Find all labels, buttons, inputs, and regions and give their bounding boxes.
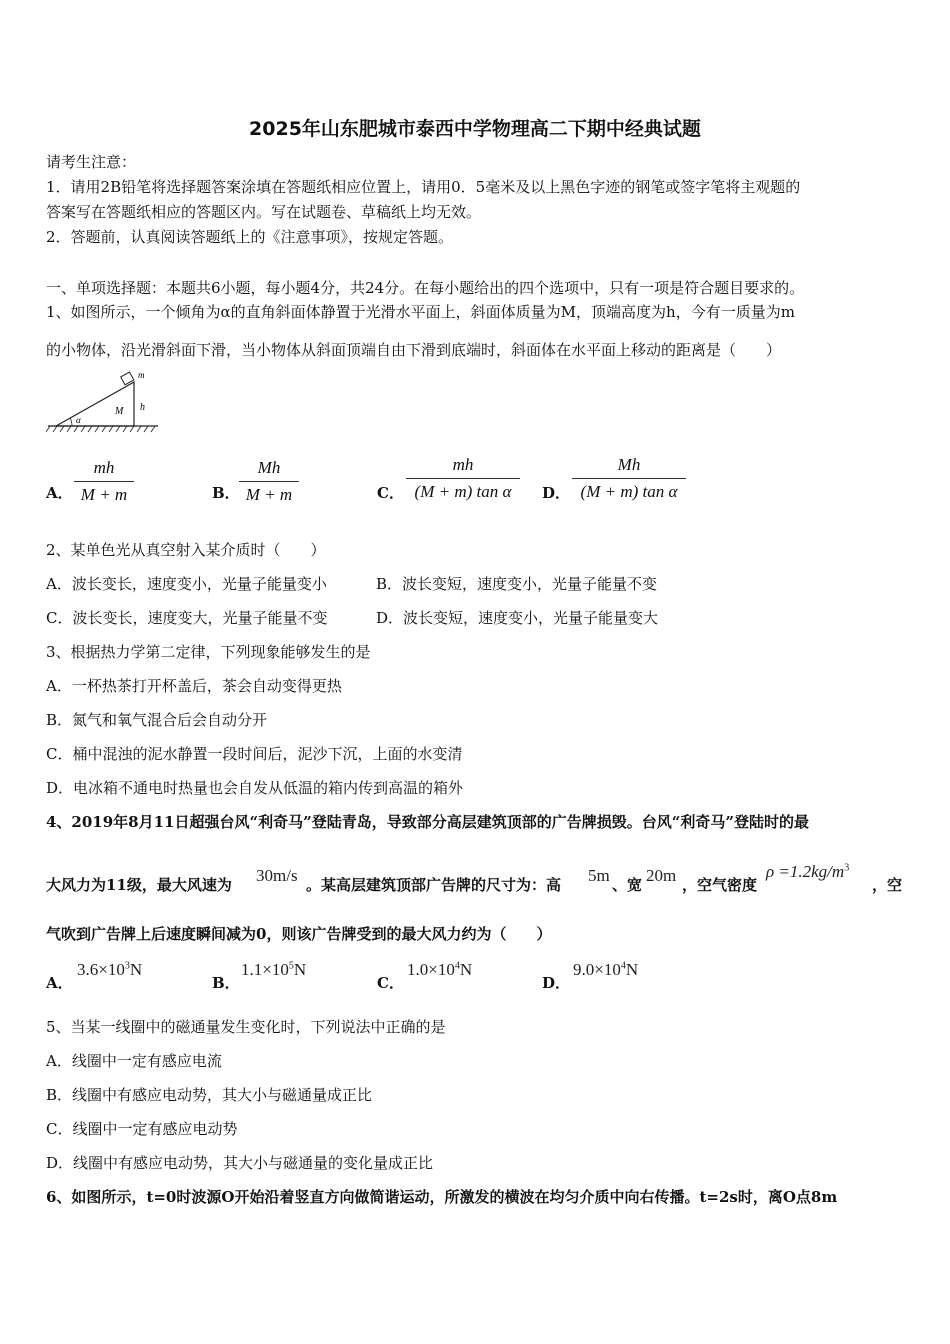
q4-air-density: $\rho =1.2kg/m^3$ (766, 862, 850, 881)
q4-option-c-value: $1.0\times 10^4N$ (407, 960, 473, 979)
q1-option-a-fraction (74, 458, 134, 505)
q4-stem-line-2b: 。某高层建筑顶部广告牌的尺寸为：高 (306, 876, 562, 894)
q5-option-a[interactable]: A．线圈中一定有感应电流 (46, 1052, 222, 1070)
q1-option-c-numerator: mh (452, 455, 474, 474)
q5-option-d[interactable]: D．线圈中有感应电动势，其大小与磁通量的变化量成正比 (46, 1154, 434, 1172)
q4-board-width: 20m (646, 866, 677, 885)
q4-stem-line-1: 4、2019年8月11日超强台风“利奇马”登陆青岛，导致部分高层建筑顶部的广告牌损毁。台风“利奇马”登陆时的最 (46, 813, 810, 831)
q1-stem-line-2: 的小物体，沿光滑斜面下滑，当小物体从斜面顶端自由下滑到底端时，斜面体在水平面上移动的距离是（ ） (46, 341, 782, 359)
q1-option-b-numerator: Mh (257, 458, 281, 477)
q4-board-height: 5m (588, 866, 610, 885)
q2-stem: 2、某单色光从真空射入某介质时（ ） (46, 541, 326, 559)
mass-M-label: M (115, 406, 124, 417)
q1-option-c-fraction (406, 455, 520, 502)
q1-option-a-denominator: M + m (80, 485, 128, 504)
q5-option-b[interactable]: B．线圈中有感应电动势，其大小与磁通量成正比 (46, 1086, 373, 1104)
q5-option-c[interactable]: C．线圈中一定有感应电动势 (46, 1120, 238, 1138)
q4-stem-line-2a: 大风力为11级，最大风速为 (46, 876, 232, 894)
q2-option-b[interactable]: B．波长变短，速度变小，光量子能量不变 (376, 575, 658, 593)
q1-option-c-denominator: (M + m) tan α (414, 482, 512, 501)
q4-stem-line-3: 气吹到广告牌上后速度瞬间减为0，则该广告牌受到的最大风力约为（ ） (46, 925, 552, 943)
q1-option-d-fraction (572, 455, 686, 502)
q1-option-b-denominator: M + m (245, 485, 293, 504)
q4-option-b-value: $1.1\times 10^5N$ (241, 960, 307, 979)
q1-option-a-numerator: mh (93, 458, 115, 477)
q4-stem-line-2d: ，空气密度 (682, 876, 758, 894)
mass-m-label: m (138, 370, 145, 380)
q4-option-a-label[interactable]: A． (46, 974, 73, 992)
q3-option-c[interactable]: C．桶中混浊的泥水静置一段时间后，泥沙下沉，上面的水变清 (46, 745, 463, 763)
q1-option-a-label[interactable]: A． (46, 484, 73, 502)
q4-wind-speed: 30m/s (256, 866, 298, 885)
q1-option-d-label[interactable]: D． (542, 484, 571, 502)
q3-option-d[interactable]: D．电冰箱不通电时热量也会自发从低温的箱内传到高温的箱外 (46, 779, 464, 797)
q5-stem: 5、当某一线圈中的磁通量发生变化时，下列说法中正确的是 (46, 1018, 446, 1036)
q4-option-c-label[interactable]: C． (377, 974, 404, 992)
q1-option-b-label[interactable]: B． (212, 484, 240, 502)
notice-line-1a: 1．请用2B铅笔将选择题答案涂填在答题纸相应位置上，请用0．5毫米及以上黑色字迹的钢笔或签字笔将主观题的 (46, 178, 801, 196)
q4-stem-line-2c: 、宽 (612, 876, 643, 894)
section-heading: 一、单项选择题：本题共6小题，每小题4分，共24分。在每小题给出的四个选项中，只有一项是符合题目要求的。 (46, 279, 805, 297)
q2-option-d[interactable]: D．波长变短，速度变小，光量子能量变大 (376, 609, 659, 627)
alpha-label: α (76, 415, 81, 425)
q1-option-d-numerator: Mh (617, 455, 641, 474)
height-h-label: h (140, 402, 145, 413)
q2-option-c[interactable]: C．波长变长，速度变大，光量子能量不变 (46, 609, 328, 627)
incline-figure (46, 370, 162, 434)
q3-option-a[interactable]: A．一杯热茶打开杯盖后，茶会自动变得更热 (46, 677, 342, 695)
q3-option-b[interactable]: B．氮气和氧气混合后会自动分开 (46, 711, 268, 729)
q4-stem-line-2e: ，空 (872, 876, 903, 894)
notice-line-1b: 答案写在答题纸相应的答题区内。写在试题卷、草稿纸上均无效。 (46, 203, 482, 221)
q2-option-a[interactable]: A．波长变长，速度变小，光量子能量变小 (46, 575, 327, 593)
q1-option-c-label[interactable]: C． (377, 484, 404, 502)
q4-option-a-value: $3.6\times 10^3N$ (77, 960, 143, 979)
q1-stem-line-1: 1、如图所示，一个倾角为α的直角斜面体静置于光滑水平面上，斜面体质量为M，顶端高度为h，今有一质量为m (46, 303, 795, 321)
page-title: 2025年山东肥城市泰西中学物理高二下期中经典试题 (249, 118, 701, 140)
q3-stem: 3、根据热力学第二定律，下列现象能够发生的是 (46, 643, 371, 661)
q4-option-d-value: $9.0\times 10^4N$ (573, 960, 639, 979)
notice-line-2: 2．答题前，认真阅读答题纸上的《注意事项》，按规定答题。 (46, 228, 454, 246)
q1-option-d-denominator: (M + m) tan α (580, 482, 678, 501)
q1-option-b-fraction (239, 458, 299, 505)
q4-option-b-label[interactable]: B． (212, 974, 240, 992)
notice-heading: 请考生注意： (46, 153, 137, 171)
q6-stem-line-1: 6、如图所示，t=0时波源O开始沿着竖直方向做简谐运动，所激发的横波在均匀介质中向右传播。t=2s时，离O点8m (46, 1188, 838, 1206)
q4-option-d-label[interactable]: D． (542, 974, 571, 992)
